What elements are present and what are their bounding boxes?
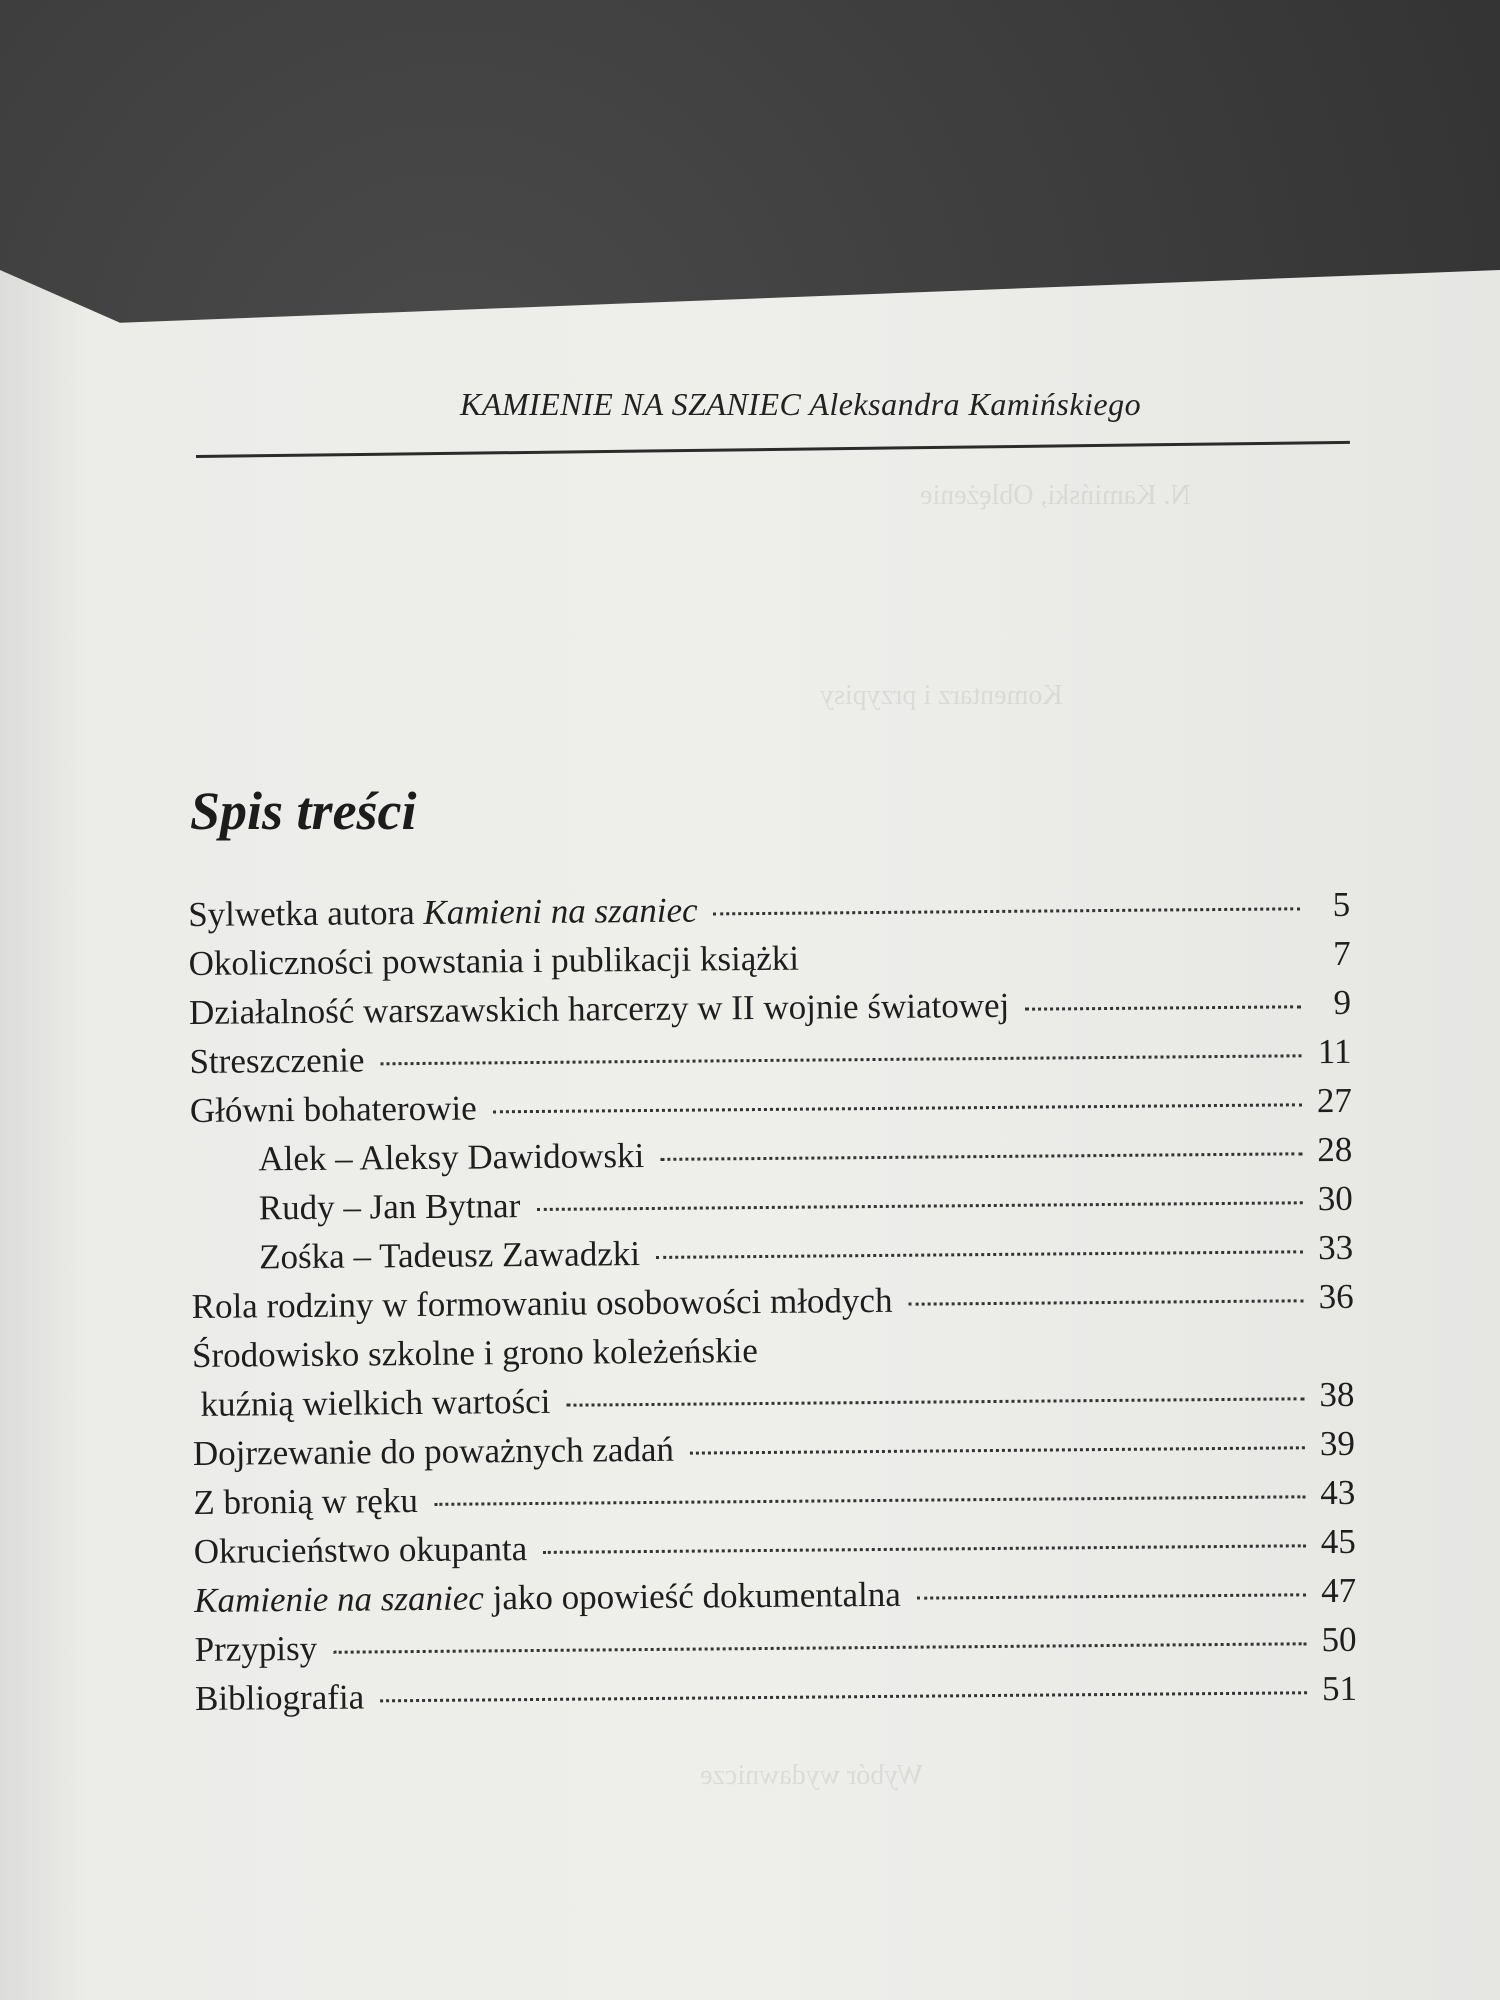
toc-entry-label: Rola rodziny w formowaniu osobowości młodych [191,1280,893,1326]
toc-entry-label: Sylwetka autora Kamieni na szaniec [188,890,698,934]
toc-page-number: 47 [1320,1570,1357,1611]
bleed-through-text: Wybór wydawnicze [700,1760,924,1791]
dot-leader [543,1544,1306,1554]
dot-leader [714,907,1301,915]
dot-leader [380,1691,1307,1702]
running-header-author: Aleksandra Kamińskiego [809,386,1142,422]
toc-page-number: 30 [1317,1178,1353,1219]
running-header-title: KAMIENIE NA SZANIEC [460,386,802,422]
toc-page-number: 11 [1317,1031,1352,1072]
bleed-through-text: Komentarz i przypisy [820,680,1063,711]
toc-page-number: 50 [1321,1619,1357,1660]
toc-page-number: 45 [1320,1521,1356,1562]
toc-entry-label: kuźnią wielkich wartości [200,1381,551,1424]
dot-leader [909,1299,1304,1305]
toc-page-number: 5 [1332,884,1351,925]
dot-leader [1025,1005,1301,1010]
toc-entry-label: Rudy – Jan Bytnar [258,1186,521,1228]
toc-page-number: 43 [1320,1472,1356,1513]
toc-entry-label: Działalność warszawskich harcerzy w II wojnie światowej [188,985,1010,1032]
toc-page-number: 7 [1332,933,1351,974]
dot-leader [815,956,1301,963]
toc-entry-label: Bibliografia [194,1677,365,1718]
toc-page-number: 33 [1317,1227,1354,1268]
toc-page-number: 38 [1319,1374,1355,1415]
toc-page-number: 28 [1317,1129,1353,1170]
toc-entry-label: Alek – Aleksy Dawidowski [258,1136,645,1179]
toc-page-number: 9 [1333,982,1352,1023]
dot-leader [566,1397,1304,1406]
toc-entry-label: Główni bohaterowie [189,1088,477,1130]
dot-leader [656,1250,1303,1259]
table-of-contents [188,880,1357,1723]
toc-entry-label: Przypisy [194,1628,318,1669]
dot-leader [380,1054,1301,1065]
toc-page-number: 39 [1319,1423,1356,1464]
toc-entry-label: Okoliczności powstania i publikacji książki [188,938,800,983]
toc-page-number: 27 [1316,1080,1353,1121]
dot-leader [333,1642,1306,1653]
toc-entry-label: Okrucieństwo okupanta [193,1529,528,1571]
toc-page-number: 36 [1318,1276,1354,1317]
dot-leader [493,1103,1302,1113]
dot-leader [917,1593,1306,1599]
dot-leader [690,1446,1305,1454]
toc-entry-label: Zośka – Tadeusz Zawadzki [259,1234,641,1277]
toc-entry-label: Streszczenie [189,1040,365,1081]
toc-title: Spis treści [190,781,417,841]
dot-leader [660,1152,1302,1161]
toc-entry-label: Kamienie na szaniec jako opowieść dokumentalna [194,1574,902,1620]
toc-entry-label: Dojrzewanie do poważnych zadań [192,1429,675,1473]
dot-leader [536,1201,1302,1211]
dot-leader [434,1495,1305,1506]
toc-entry-label: Środowisko szkolne i grono koleżeńskie [191,1331,758,1375]
bleed-through-text: N. Kamiński, Oblężenie [920,480,1191,511]
toc-page-number: 51 [1321,1668,1358,1709]
toc-entry-label: Z bronią w ręku [193,1481,419,1522]
toc-row[interactable] [195,1664,1357,1723]
running-header [460,386,1141,423]
